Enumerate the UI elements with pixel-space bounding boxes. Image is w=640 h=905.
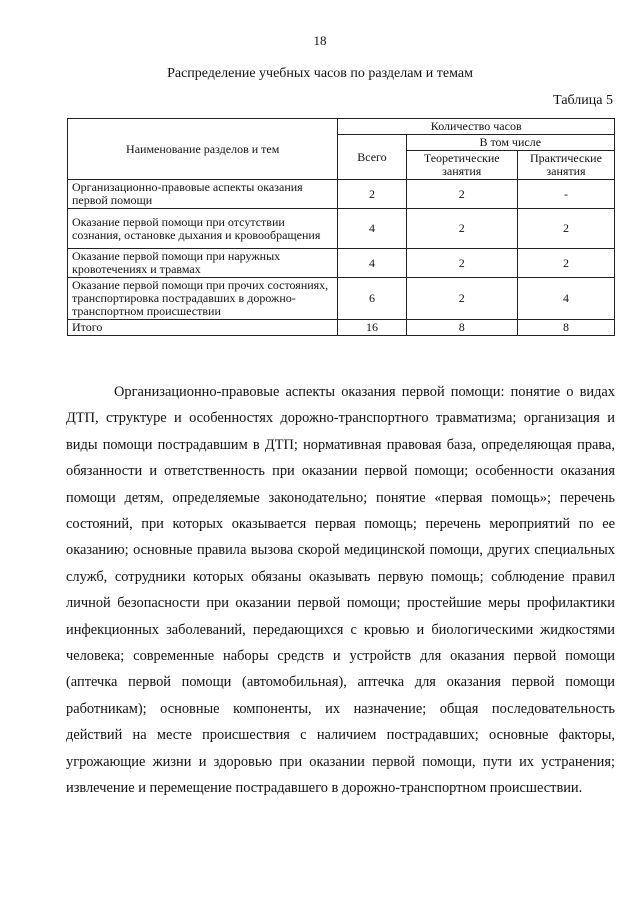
- row-name: Оказание первой помощи при наружных кровотечениях и травмах: [68, 249, 338, 278]
- row-practice: 8: [517, 320, 614, 336]
- hours-distribution-table: [67, 118, 615, 336]
- header-total: Всего: [338, 135, 406, 180]
- row-practice: -: [517, 180, 614, 209]
- row-name: Организационно-правовые аспекты оказания первой помощи: [68, 180, 338, 209]
- row-theory: 8: [406, 320, 517, 336]
- header-including: В том числе: [406, 135, 615, 151]
- document-title: Распределение учебных часов по разделам и темам: [167, 66, 473, 81]
- row-theory: 2: [406, 249, 517, 278]
- row-practice: 2: [517, 249, 614, 278]
- row-total: 2: [338, 180, 406, 209]
- row-practice: 4: [517, 278, 614, 320]
- table-row: [68, 180, 615, 209]
- page-number: 18: [313, 33, 327, 48]
- table-row: [68, 209, 615, 249]
- header-theory: Теоретические занятия: [406, 151, 517, 180]
- row-name: Оказание первой помощи при прочих состояниях, транспортировка пострадавших в дорожно-транспортном происшествии: [68, 278, 338, 320]
- row-practice: 2: [517, 209, 614, 249]
- table-label: Таблица 5: [553, 93, 613, 108]
- table-row: [68, 278, 615, 320]
- row-theory: 2: [406, 180, 517, 209]
- row-total: 4: [338, 209, 406, 249]
- row-total: 6: [338, 278, 406, 320]
- row-theory: 2: [406, 278, 517, 320]
- row-total: 16: [338, 320, 406, 336]
- header-practice: Практические занятия: [517, 151, 614, 180]
- table-row: [68, 249, 615, 278]
- row-name: Оказание первой помощи при отсутствии сознания, остановке дыхания и кровообращения: [68, 209, 338, 249]
- row-total: 4: [338, 249, 406, 278]
- header-section-name: Наименование разделов и тем: [68, 119, 338, 180]
- row-theory: 2: [406, 209, 517, 249]
- header-hours: Количество часов: [338, 119, 615, 135]
- table-row-total: [68, 320, 615, 336]
- row-name: Итого: [68, 320, 338, 336]
- section-description-paragraph: Организационно-правовые аспекты оказания первой помощи: понятие о видах ДТП, структуре и особенностях дорожно-транспортного травматизма; организация и виды помощи пострадавшим в ДТП; нормативная правовая база, определяющая права, обязанности и ответственность при оказании первой помощи; особенности оказания помощи детям, определяемые законодательно; понятие «первая помощь»; перечень состояний, при которых оказывается первая помощь; перечень мероприятий по ее оказанию; основные правила вызова скорой медицинской помощи, других специальных служб, сотрудники которых обязаны оказывать первую помощь; соблюдение правил личной безопасности при оказании первой помощи; простейшие меры профилактики инфекционных заболеваний, передающихся с кровью и биологическими жидкостями человека; современные наборы средств и устройств для оказания первой помощи (аптечка первой помощи (автомобильная), аптечка для оказания первой помощи работникам); основные компоненты, их назначение; общая последовательность действий на месте происшествия с наличием пострадавших; основные факторы, угрожающие жизни и здоровью при оказании первой помощи, пути их устранения; извлечение и перемещение пострадавшего в дорожно-транспортном происшествии.: [66, 384, 615, 797]
